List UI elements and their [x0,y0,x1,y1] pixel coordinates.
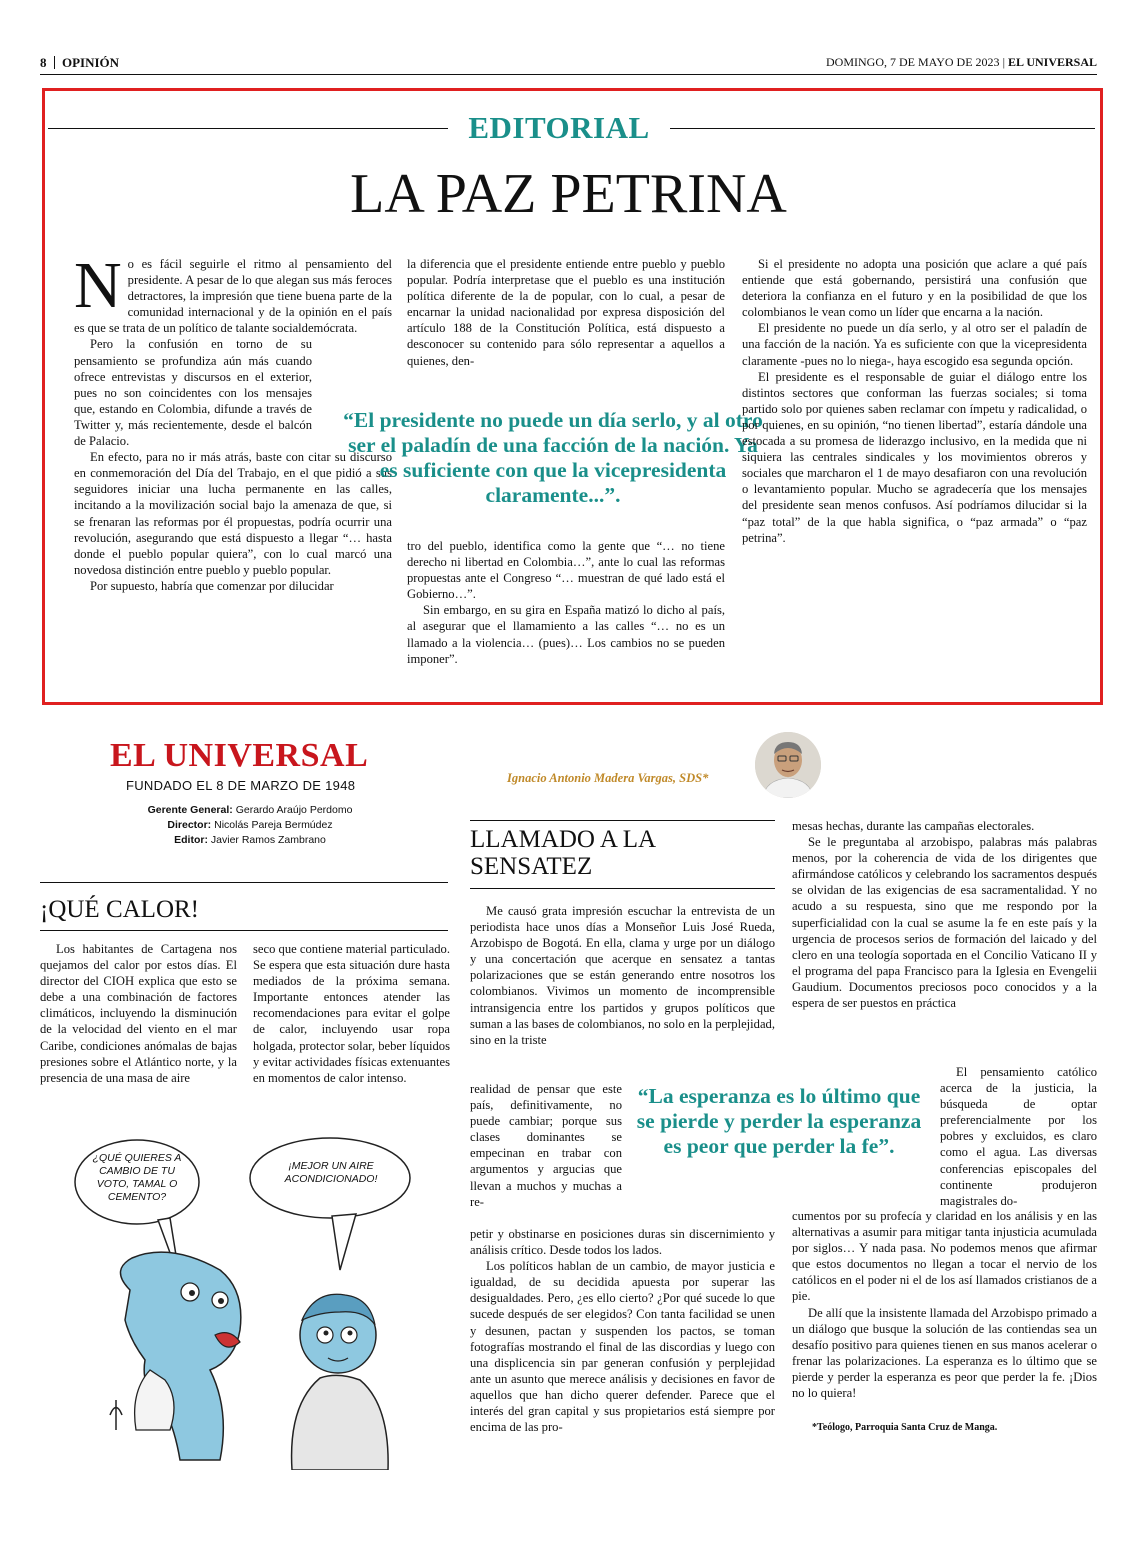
column-author: Ignacio Antonio Madera Vargas, SDS* [507,771,709,785]
editorial-column-3 [742,256,1087,546]
staff-line [120,818,380,833]
calor-top-rule [40,882,448,883]
staff-name: Gerardo Araújo Perdomo [235,804,353,816]
calor-title-rule [40,930,448,931]
calor-title: ¡QUÉ CALOR! [40,896,200,923]
editorial-paragraph: Pero la confusión en torno de su pensamiento se profundiza aún más cuando ofrece entrevistas y discursos en el exterior, pues no son coincidentes con los mensajes que, estando en Colombia, difunde a través de Twitter y, más recientemente, desde el balcón de Palacio. [74,337,312,449]
header-sep: | [1002,55,1008,69]
column-footnote: *Teólogo, Parroquia Santa Cruz de Manga. [812,1422,998,1433]
column-paragraph: cumentos por su profecía y claridad en los análisis y en las alternativas a asumir para mitigar tanta injusticia acumulada por siglos… Y nada pasa. No podemos menos que afirmar que estos documentos no llegan a tocar el nervio de los católicos en el poder ni el de los así llamados cristianos de a pie. [792,1209,1097,1304]
column-pullquote: “La esperanza es lo último que se pierde y perder la esperanza es peor que perder la fe”. [636,1084,922,1158]
staff-line [120,833,380,848]
editorial-dropcap: N [74,249,122,322]
editorial-paragraph: Por supuesto, habría que comenzar por dilucidar [90,578,334,593]
column-title-rule-bottom [470,888,775,889]
editorial-paragraph: Si el presidente no adopta una posición que aclare a qué país entiende que está gobernando, persistirá una confusión que deteriora la confianza en el futuro y en la posibilidad de que los colombianos le vean como un líder que encarna a la nación. [742,257,1087,320]
editorial-paragraph: tro del pueblo, identifica como la gente que “… no tiene derecho ni libertad en Colombia…”, ante lo cual las reformas propuestas ante el Congreso “… muestran de qué lado está el Gobierno…”. [407,539,725,602]
column-title-line-1: LLAMADO A LA [470,826,657,853]
staff-role: Director: [167,819,212,831]
column-title-line-2: SENSATEZ [470,853,593,880]
column-col2-top [792,818,1097,1011]
editorial-paragraph: Sin embargo, en su gira en España matizó lo dicho al país, al asegurar que el llamamiento a las calles “… no es un llamado a la violencia… (pues)… Los cambios no se pueden imponer”. [407,603,725,666]
editorial-column-2-bottom [407,538,725,667]
header-date-block [826,55,1097,70]
column-col2-narrow [940,1064,1097,1209]
masthead-logo: EL UNIVERSAL [110,737,369,774]
editorial-kicker-rule-right [670,128,1095,129]
staff-role: Editor: [174,834,208,846]
column-title-rule [470,820,775,821]
column-paragraph: De allí que la insistente llamada del Arzobispo primado a un diálogo que busque la solución de las contiendas sea un desafío positivo para quienes tienen en sus manos acelerar o frenar las polarizaciones. La esperanza es lo último que se pierde y perder la esperanza es peor que perder la fe. ¡Dios no lo quiera! [792,1305,1097,1401]
header-date: DOMINGO, 7 DE MAYO DE 2023 [826,55,1000,69]
staff-name: Nicolás Pareja Bermúdez [214,819,333,831]
cartoon-bubble-1-text: ¿QUÉ QUIERES A CAMBIO DE TU VOTO, TAMAL O CEMENTO? [92,1152,182,1203]
column-paragraph: realidad de pensar que este país, definitivamente, no puede cambiar; porque sus clases dominantes se empecinan en trabar con argumentos y argucias que llevan a muchos y muchas a re- [470,1082,622,1209]
editorial-column-2-top [407,256,725,369]
masthead-founded: FUNDADO EL 8 DE MARZO DE 1948 [126,778,356,793]
column-paragraph: El pensamiento católico acerca de la justicia, la búsqueda de optar preferencialmente por los pobres y excluidos, es claro como el agua. Las diversas conferencias episcopales del continente produjeron magistrales do- [940,1065,1097,1208]
editorial-paragraph: El presidente no puede un día serlo, y al otro ser el paladín de una facción de la nación. Ya es suficiente con que la vicepresidenta claramente -pues no lo niega-, haya escogido esa segunda opción. [742,321,1087,368]
cartoon-bubble-2-text: ¡MEJOR UN AIRE ACONDICIONADO! [284,1160,378,1185]
editorial-paragraph: la diferencia que el presidente entiende entre pueblo y pueblo popular. Podría interpretase que el pueblo es una institución política diferente de la de popular, con lo cual, a pesar de encarnar la unidad nacionalidad por expresa disposición del artículo 188 de la Constitución Política, está dispuesto a desconocer su contenido para sólo representar a aquellos a quienes, den- [407,257,725,368]
calor-column-1 [40,941,237,1086]
column-title [470,826,656,880]
section-divider [54,56,55,69]
calor-column-2 [253,941,450,1086]
staff-name: Javier Ramos Zambrano [210,834,326,846]
page-number: 8 [40,55,47,70]
column-col1-narrow [470,1081,622,1210]
column-paragraph: petir y obstinarse en posiciones duras sin discernimiento y análisis crítico. Desde todos los lados. [470,1227,775,1258]
editorial-paragraph: El presidente es el responsable de guiar el diálogo entre los distintos sectores que conforman las fuerzas sociales; si toma partido solo por quienes saben reclamar con ímpetu y radicalidad, o por quienes, en su opinión, “no tienen libertad”, estaría dándole una estocada a su promesa de liderazgo inclusivo, en la medida que ni siquiera las centrales sindicales y los movimientos obreros y sociales que marcharon el 1 de mayo desafiaron con una revolución o levantamiento popular. Mucho se agradecería que los mensajes del presidente sean menos confusos. Así podríamos dilucidar si la “paz total” de la que habla significa, o “paz armada” o “paz petrina”. [742,369,1087,545]
staff-line [120,803,380,818]
column-col2-bottom [792,1208,1097,1401]
editorial-paragraph: En efecto, para no ir más atrás, baste con citar su discurso en conmemoración del Día del Trabajo, en el que pidió a sus seguidores iniciar una lucha permanente en las calles, incitando a la movilización social bajo la amenaza de que, si se frenaran las reformas por él propuestas, podría ocurrir una revolución, asegurando que está dispuesto a llegar “… hasta donde el pueblo popular quiera”, con lo cual marcó una novedosa distinción entre pueblo y pueblo popular. [74,450,392,577]
author-avatar [755,732,821,798]
editorial-title: LA PAZ PETRINA [350,163,787,225]
editorial-paragraph: o es fácil seguirle el ritmo al pensamiento del presidente. A pesar de lo que alegan sus más feroces detractores, la impresión que tiene buena parte de la comunidad internacional y de la opinión en el país es que se trata de un político de talante socialdemócrata. [74,257,392,336]
header-rule [40,74,1097,75]
editorial-cartoon [70,1130,450,1470]
staff-role: Gerente General: [147,804,233,816]
section-name: OPINIÓN [62,55,120,70]
editorial-kicker: EDITORIAL [468,110,650,145]
column-paragraph: Se le preguntaba al arzobispo, palabras más palabras menos, por la coherencia de vida de los dirigentes que afirmándose católicos y celebrando los sacramentos después se olvidan de las exigencias de esa sacramentalidad. Y no acudo a su respuesta, sino que me respondo por la superficialidad con la cual se asume la fe en este país y la urgencia de procesos serios de formación del laicado y del clero en una teología soportada en el Concilio Vaticano II y el programa del papa Francisco para la Iglesia en Evengelii Gaudium. Documentos preciosos poco conocidos y a la espera de ser puestos en práctica [792,835,1097,1011]
column-col1-bottom [470,1226,775,1435]
editorial-kicker-rule-left [48,128,448,129]
column-paragraph: Me causó grata impresión escuchar la entrevista de un periodista hace unos días a Monseñor Luis José Rueda, Arzobispo de Bogotá. En ella, clama y urge por un diálogo y una concertación que acerque en sensatez a tantas polarizaciones que se están generando entre nosotros los colombianos. Vivimos un momento de incomprensible intransigencia entre los partidos y grupos políticos que suman a las bases de colombianos, no solo en la perplejidad, sino en la triste [470,904,775,1047]
avatar-portrait [755,732,821,798]
editorial-pullquote: “El presidente no puede un día serlo, y al otro ser el paladín de una facción de la nación. Ya es suficiente con que la vicepresidenta claramente...”. [343,408,763,507]
calor-paragraph: Los habitantes de Cartagena nos quejamos del calor por estos días. El director del CIOH explica que esto se debe a una combinación de factores climáticos, incluyendo la disminución de la velocidad del viento en el mar Caribe, condiciones anómalas de bajas presiones sobre el Atlántico norte, y la presencia de una masa de aire [40,942,237,1085]
column-paragraph: Los políticos hablan de un cambio, de mayor justicia e igualdad, de su decidida apuesta por superar las desigualdades. Pero, ¿es ello cierto? ¿Por qué sucede lo que sucede después de ser elegidos? Con tanta facilidad se unen y desunen, pactan y suspenden los pactos, se toman fotografías mostrando el final de las discordias y luego con una displicencia sin par generan confusión y perplejidad ante un asunto que merece análisis y decisiones en favor de aquellos que han dicho querer defender. Parece que el interés del gran capital y sus propietarios está siempre por encima de las pro- [470,1259,775,1435]
column-col1-top [470,903,775,1048]
header-paper: EL UNIVERSAL [1007,55,1097,69]
page-header [40,55,1097,75]
calor-paragraph: seco que contiene material particulado. Se espera que esta situación dure hasta mediados de la próxima semana. Importante entonces atender las recomendaciones para evitar el golpe de calor, incluyendo usar ropa holgada, protector solar, beber líquidos y evitar actividades físicas extenuantes en momentos de calor intenso. [253,942,450,1085]
column-paragraph: mesas hechas, durante las campañas electorales. [792,819,1035,833]
masthead-staff [120,803,380,848]
